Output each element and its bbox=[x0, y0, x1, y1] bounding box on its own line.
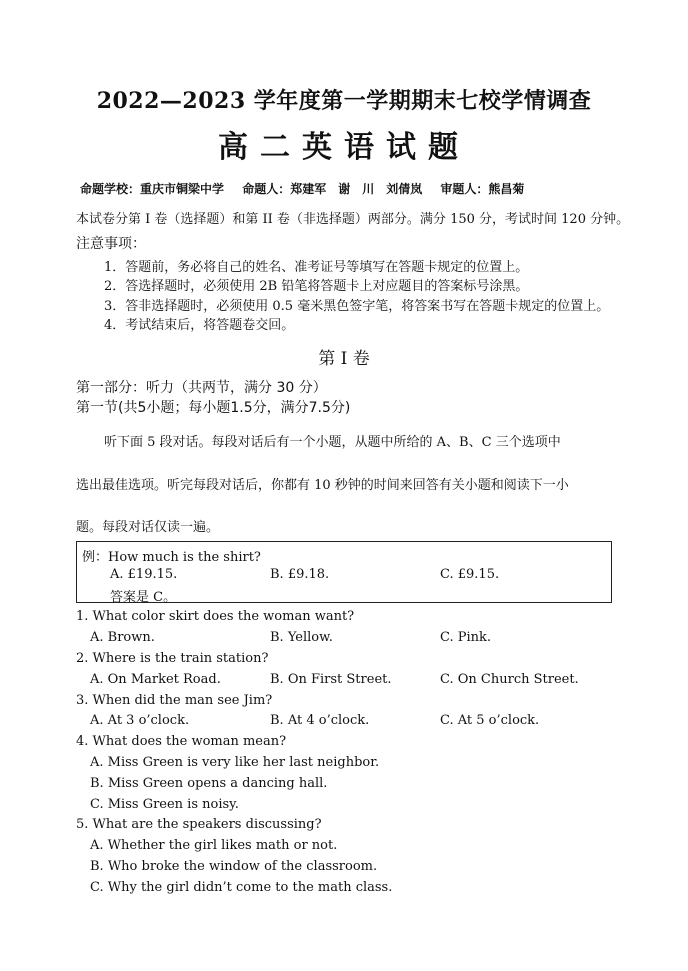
notice-item: 2．答选择题时，必须使用 2B 铅笔将答题卡上对应题目的答案标号涂黑。 bbox=[104, 279, 529, 294]
question-stem: 2. Where is the train station? bbox=[76, 651, 269, 666]
example-option-c: C. £9.15. bbox=[440, 567, 500, 582]
notice-item: 4．考试结束后，将答题卷交回。 bbox=[104, 318, 295, 333]
notice-heading: 注意事项： bbox=[76, 236, 146, 252]
author-school: 命题学校：重庆市铜梁中学 bbox=[80, 182, 225, 196]
reviewer-name: 审题人：熊昌菊 bbox=[440, 182, 525, 196]
option-b: B. Who broke the window of the classroom. bbox=[90, 859, 378, 874]
option-a: A. At 3 o’clock. bbox=[90, 713, 190, 728]
exam-title: 2022—2023 学年度第一学期期末七校学情调查 bbox=[96, 88, 592, 114]
option-a: A. Whether the girl likes math or not. bbox=[90, 838, 338, 853]
example-option-b: B. £9.18. bbox=[270, 567, 330, 582]
option-c: C. Miss Green is noisy. bbox=[90, 797, 239, 812]
option-c: C. At 5 o’clock. bbox=[440, 713, 540, 728]
author-names: 命题人：郑建军 谢 川 刘倩岚 bbox=[242, 182, 423, 196]
section-heading: 第一节(共5小题；每小题1.5分，满分7.5分) bbox=[76, 400, 351, 416]
exam-meta bbox=[80, 180, 538, 197]
notice-item: 3．答非选择题时，必须使用 0.5 毫米黑色签字笔，将答案书写在答题卡规定的位置上。 bbox=[104, 299, 610, 314]
question-stem: 4. What does the woman mean? bbox=[76, 734, 287, 749]
instruction-line: 听下面 5 段对话。每段对话后有一个小题，从题中所给的 A、B、C 三个选项中 bbox=[104, 435, 561, 450]
question-stem: 1. What color skirt does the woman want? bbox=[76, 609, 355, 624]
exam-subtitle: 高二英语试题 bbox=[218, 130, 470, 165]
option-b: B. On First Street. bbox=[270, 672, 392, 687]
volume-title: 第 I 卷 bbox=[318, 349, 370, 369]
example-option-a: A. £19.15. bbox=[110, 567, 178, 582]
question-stem: 3. When did the man see Jim? bbox=[76, 693, 273, 708]
part-heading: 第一部分：听力（共两节，满分 30 分） bbox=[76, 380, 327, 396]
example-question: 例：How much is the shirt? bbox=[82, 550, 261, 565]
option-c: C. Pink. bbox=[440, 630, 492, 645]
example-answer: 答案是 C。 bbox=[110, 590, 177, 605]
option-c: C. Why the girl didn’t come to the math class. bbox=[90, 880, 393, 895]
option-c: C. On Church Street. bbox=[440, 672, 579, 687]
instruction-line: 选出最佳选项。听完每段对话后，你都有 10 秒钟的时间来回答有关小题和阅读下一小 bbox=[76, 478, 569, 493]
option-a: A. On Market Road. bbox=[90, 672, 221, 687]
option-b: B. At 4 o’clock. bbox=[270, 713, 370, 728]
option-b: B. Miss Green opens a dancing hall. bbox=[90, 776, 328, 791]
option-a: A. Brown. bbox=[90, 630, 155, 645]
instruction-line: 题。每段对话仅读一遍。 bbox=[76, 520, 220, 535]
option-a: A. Miss Green is very like her last neighbor. bbox=[90, 755, 380, 770]
question-stem: 5. What are the speakers discussing? bbox=[76, 817, 322, 832]
exam-intro: 本试卷分第 I 卷（选择题）和第 II 卷（非选择题）两部分。满分 150 分，考试时间 120 分钟。 bbox=[76, 212, 630, 227]
option-b: B. Yellow. bbox=[270, 630, 333, 645]
notice-item: 1．答题前，务必将自己的姓名、准考证号等填写在答题卡规定的位置上。 bbox=[104, 260, 529, 275]
